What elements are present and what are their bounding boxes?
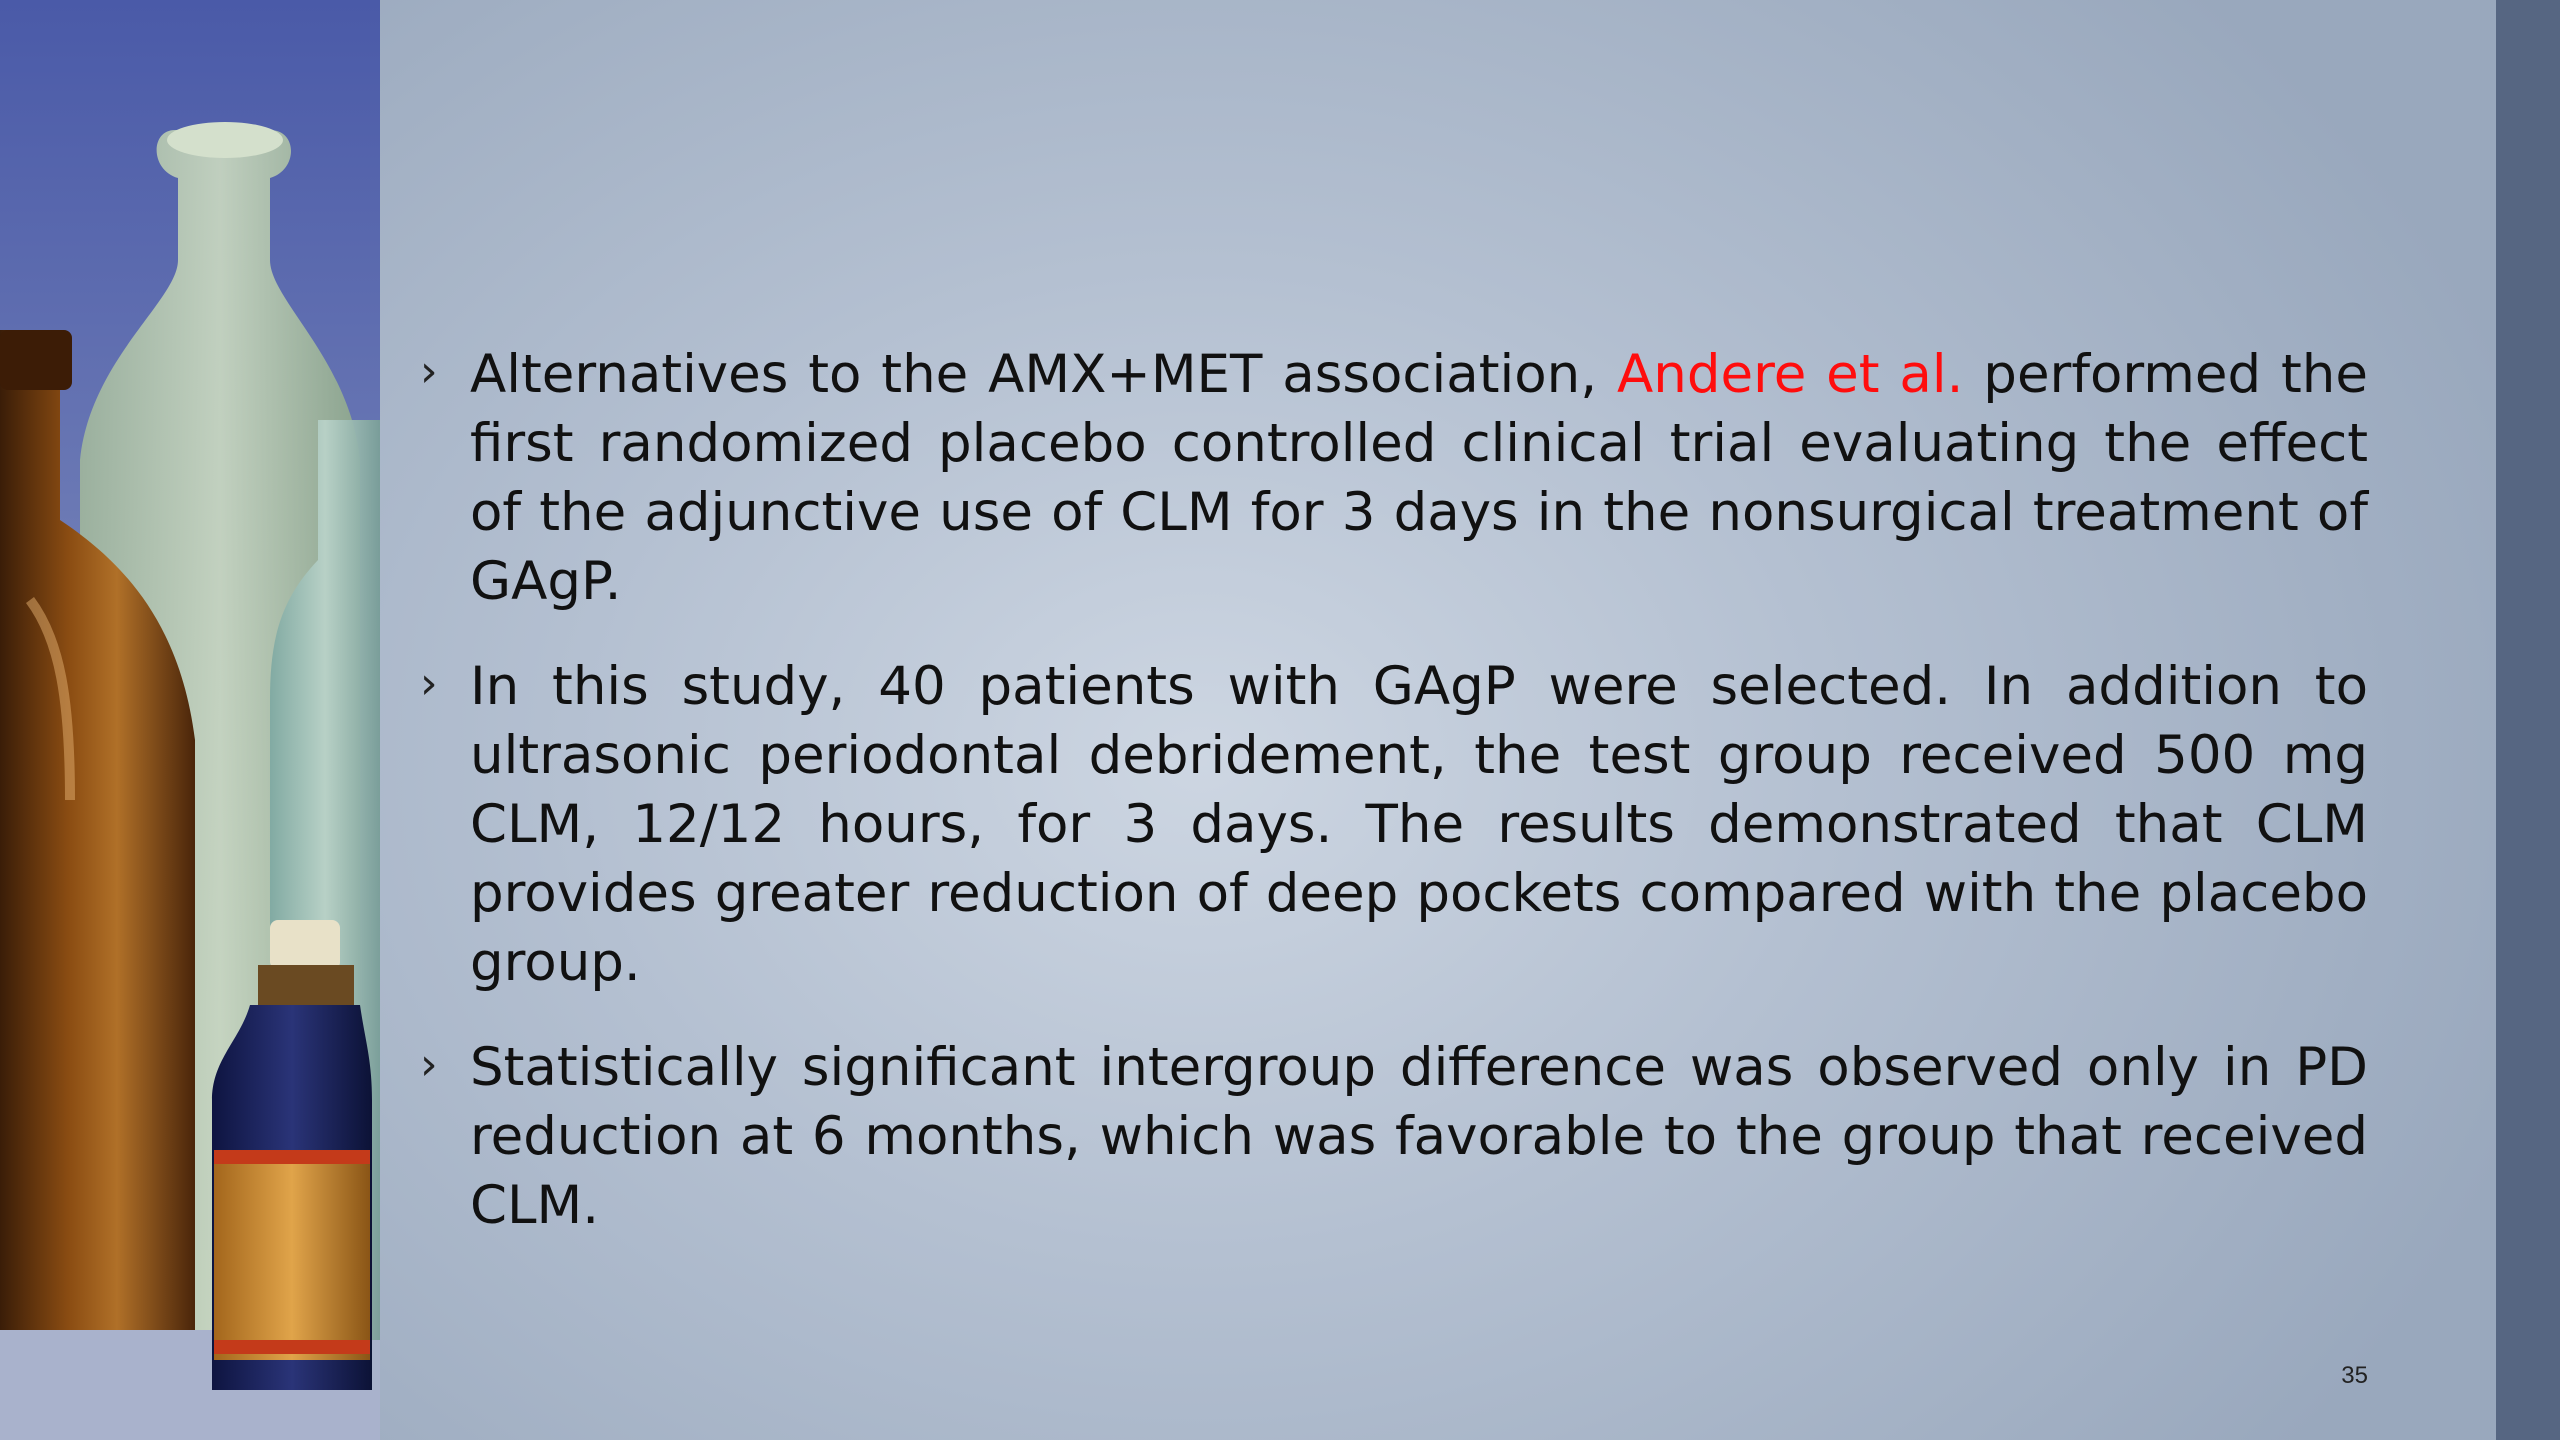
- bullet-text: In this study, 40 patients with GAgP were selected. In addition to ultrasonic periodontal debridement, the test group received 500 mg CLM, 12/12 hours, for 3 days. The results demonstrated that CLM provides greater reduction of deep pockets compared with the placebo group.: [470, 656, 2368, 993]
- bullet-text-end: performed the first randomized placebo controlled clinical trial evaluating the effect of the adjunctive use of CLM for 3 days in the nonsurgical treatment of GAgP.: [470, 344, 2368, 612]
- bullet-text-start: Alternatives to the AMX+MET association,: [470, 344, 1617, 405]
- bullet-item-2: [420, 652, 2368, 997]
- slide-content: [420, 340, 2368, 1276]
- page-number: 35: [2341, 1362, 2368, 1389]
- bullet-text: Statistically significant intergroup difference was observed only in PD reduction at 6 months, which was favorable to the group that received CLM.: [470, 1037, 2368, 1236]
- medicine-bottles-photo: [0, 0, 380, 1440]
- bullet-item-1: [420, 340, 2368, 616]
- bullet-chevron-icon: ›: [420, 1039, 438, 1090]
- bullet-chevron-icon: ›: [420, 346, 438, 397]
- right-edge-bar: [2496, 0, 2560, 1440]
- citation-highlight: Andere et al.: [1616, 344, 1964, 405]
- bullet-chevron-icon: ›: [420, 658, 438, 709]
- bullet-item-3: [420, 1033, 2368, 1240]
- bullet-text: [470, 340, 2368, 616]
